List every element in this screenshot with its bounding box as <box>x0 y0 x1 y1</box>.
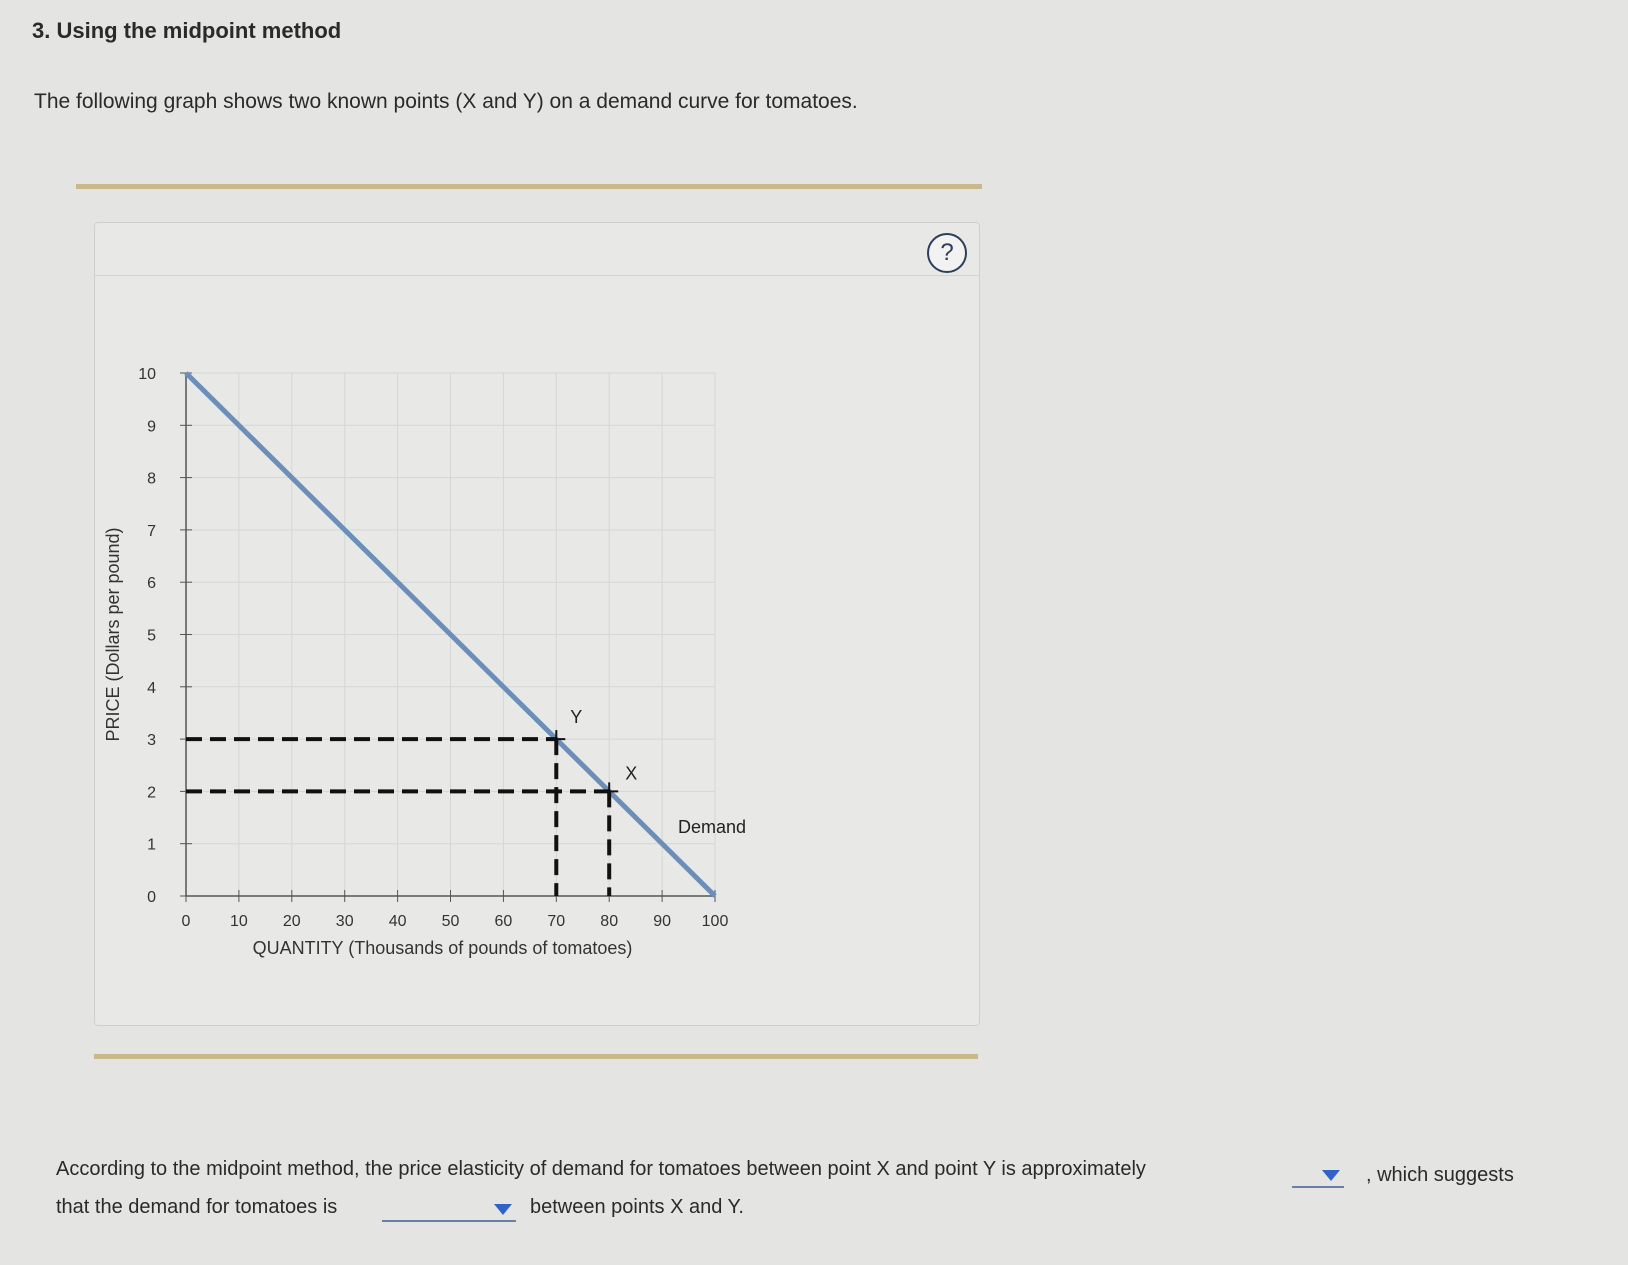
y-tick-label: 4 <box>147 679 156 697</box>
x-tick-label: 20 <box>282 913 301 930</box>
answer-sentence-2: that the demand for tomatoes is <box>56 1196 338 1218</box>
top-divider <box>76 184 982 189</box>
x-tick-label: 30 <box>335 913 354 930</box>
demand-type-dropdown[interactable] <box>382 1198 516 1222</box>
x-axis-title: QUANTITY (Thousands of pounds of tomatoes) <box>252 938 633 958</box>
answer-sentence-1-end: , which suggests <box>1366 1164 1514 1186</box>
y-tick-label: 0 <box>147 889 156 906</box>
bottom-divider <box>94 1054 978 1059</box>
point-label: Y <box>570 707 583 728</box>
question-title: 3. Using the midpoint method <box>32 18 342 43</box>
x-tick-label: 90 <box>653 913 671 930</box>
y-tick-label: 7 <box>147 522 156 540</box>
y-tick-label: 8 <box>147 470 156 488</box>
graph-panel <box>94 222 980 1026</box>
x-tick-label: 0 <box>181 913 191 930</box>
y-tick-label: 5 <box>147 627 156 645</box>
elasticity-dropdown[interactable] <box>1292 1164 1344 1188</box>
dropdown-arrow-icon <box>1322 1170 1340 1181</box>
x-tick-label: 80 <box>600 913 619 930</box>
y-tick-label: 10 <box>138 366 156 383</box>
x-tick-label: 60 <box>494 913 513 930</box>
y-tick-label: 3 <box>147 732 156 750</box>
x-tick-label: 70 <box>547 913 566 930</box>
x-tick-label: 50 <box>441 913 460 930</box>
point-label: X <box>625 763 638 784</box>
y-tick-label: 2 <box>147 784 156 802</box>
dropdown-arrow-icon <box>494 1204 512 1215</box>
demand-chart <box>95 223 979 1025</box>
help-button[interactable]: ? <box>927 233 967 273</box>
question-intro: The following graph shows two known points (X and Y) on a demand curve for tomatoes. <box>34 90 858 113</box>
x-tick-label: 40 <box>388 913 407 930</box>
answer-sentence-1: According to the midpoint method, the price elasticity of demand for tomatoes between point X and point Y is approximately <box>56 1158 1146 1180</box>
answer-sentence-2-end: between points X and Y. <box>530 1196 744 1218</box>
y-axis-title: PRICE (Dollars per pound) <box>103 527 123 742</box>
y-tick-label: 9 <box>147 418 156 436</box>
y-tick-label: 6 <box>147 575 156 593</box>
x-tick-label: 10 <box>230 913 248 930</box>
x-tick-label: 100 <box>701 913 729 930</box>
demand-curve-label: Demand <box>677 817 747 838</box>
y-tick-label: 1 <box>147 836 156 854</box>
